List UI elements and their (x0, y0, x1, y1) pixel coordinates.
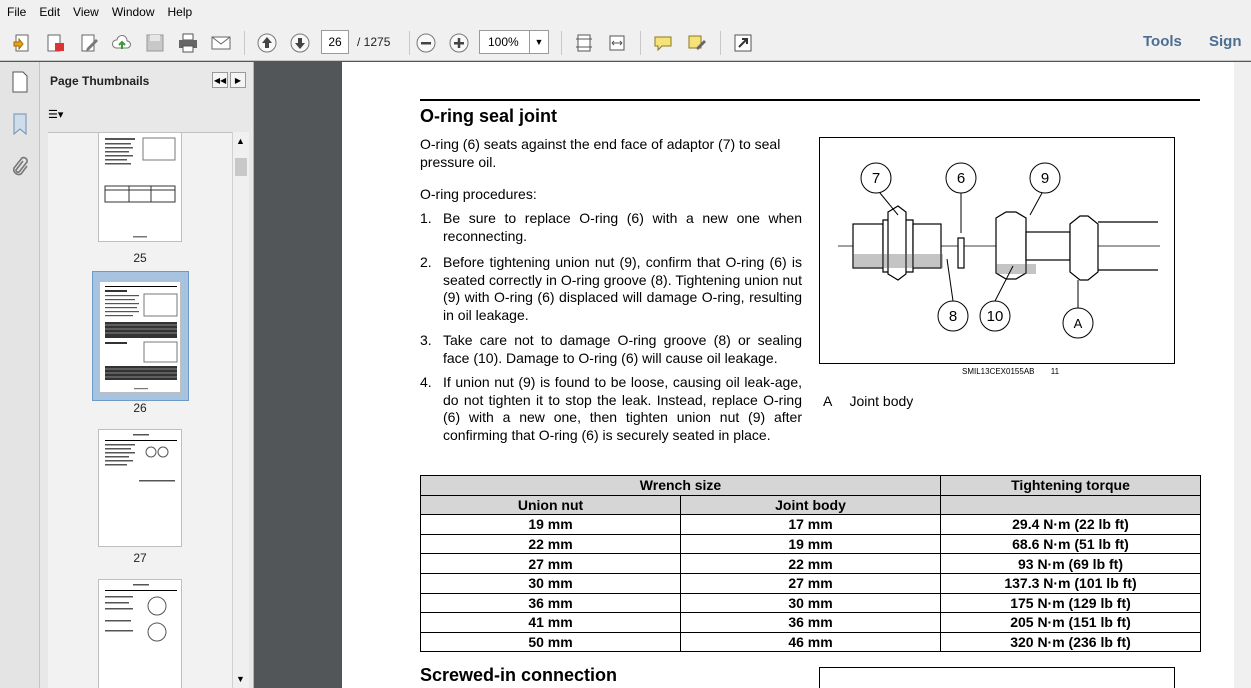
torque-header: Tightening torque (941, 476, 1201, 496)
wrench-size-header: Wrench size (421, 476, 941, 496)
thumbnail-page-26[interactable] (99, 281, 181, 393)
next-page-icon[interactable] (287, 30, 313, 56)
table-row (421, 593, 1201, 613)
callout-6: 6 (956, 170, 966, 187)
export-pdf-icon[interactable] (42, 30, 68, 56)
document-page (342, 62, 1251, 688)
scrollbar-thumb[interactable] (235, 158, 247, 176)
joint-body-cell: 36 mm (681, 613, 941, 633)
procedure-step (420, 210, 805, 246)
joint-body-cell: 17 mm (681, 515, 941, 535)
figure-caption (962, 367, 1059, 376)
next-section-heading: Screwed-in connection (420, 665, 618, 685)
thumbnail-scrollbar[interactable] (232, 132, 249, 688)
joint-body-cell: 19 mm (681, 534, 941, 554)
bookmarks-icon[interactable] (8, 112, 32, 136)
callout-a: A (1073, 316, 1083, 331)
legend-text: Joint body (849, 393, 914, 409)
intro-paragraph: O-ring (6) seats against the end face of adaptor (7) to seal pressure oil. (420, 136, 781, 170)
zoom-out-icon[interactable] (413, 30, 439, 56)
legend-key: A (823, 393, 832, 409)
torque-cell: 68.6 N·m (51 lb ft) (941, 534, 1201, 554)
union-nut-cell: 30 mm (421, 573, 681, 593)
table-row (421, 534, 1201, 554)
thumbnail-label: 25 (133, 251, 147, 265)
table-row (421, 573, 1201, 593)
step-text: Before tightening union nut (9), confirm that O-ring (6) is seated correctly in O-ring groove (8). Tightening union nut (9) with O-ring (6) displaced will damage O-ring, resulting in oil leakage. (443, 254, 802, 323)
save-icon[interactable] (142, 30, 168, 56)
table-row (421, 613, 1201, 633)
page-number-input[interactable]: 26 (321, 30, 349, 54)
torque-subheader (941, 495, 1201, 515)
menu-window[interactable]: Window (111, 5, 155, 19)
figure-number: 11 (1050, 367, 1060, 376)
sign-button[interactable]: Sign (1209, 33, 1242, 50)
page-total: / 1275 (357, 35, 391, 49)
toolbar (0, 25, 1251, 61)
page-thumbnails-icon[interactable] (8, 70, 32, 94)
step-number: 1. (420, 210, 432, 226)
callout-7: 7 (871, 170, 881, 187)
create-pdf-icon[interactable] (9, 30, 35, 56)
figure-legend (823, 393, 913, 409)
chevron-up-icon[interactable]: ▲ (236, 136, 245, 146)
torque-table (420, 475, 1201, 652)
union-nut-header: Union nut (421, 495, 681, 515)
step-text: If union nut (9) is found to be loose, causing oil leak-age, do not tighten it to stop the leak. Instead, replace O-ring (6) with a new one, then tighten union nut (9) after confirming that O-ring (6) is securely seated in place. (443, 374, 802, 443)
thumbnail-label: 27 (133, 551, 147, 565)
figure-code: SMIL13CEX0155AB (962, 367, 1035, 376)
procedure-step (420, 254, 805, 326)
torque-cell: 175 N·m (129 lb ft) (941, 593, 1201, 613)
menu-bar (0, 0, 1251, 25)
step-number: 4. (420, 374, 432, 390)
expand-panel-icon[interactable]: ▶ (230, 72, 246, 88)
thumbnails-panel (40, 62, 254, 688)
zoom-value: 100% (488, 35, 519, 49)
menu-edit[interactable]: Edit (39, 5, 61, 19)
thumbnail-page-25[interactable] (98, 132, 182, 242)
joint-body-cell: 30 mm (681, 593, 941, 613)
table-row (421, 632, 1201, 652)
fit-page-icon[interactable] (571, 30, 597, 56)
chevron-down-icon[interactable]: ▼ (529, 31, 548, 53)
torque-cell: 93 N·m (69 lb ft) (941, 554, 1201, 574)
tools-button[interactable]: Tools (1143, 33, 1182, 50)
step-number: 3. (420, 332, 432, 348)
document-scrollbar[interactable] (1234, 62, 1251, 688)
union-nut-cell: 50 mm (421, 632, 681, 652)
prev-page-icon[interactable] (254, 30, 280, 56)
menu-view[interactable]: View (73, 5, 99, 19)
torque-cell: 29.4 N·m (22 lb ft) (941, 515, 1201, 535)
union-nut-cell: 27 mm (421, 554, 681, 574)
section-heading: O-ring seal joint (420, 106, 558, 126)
print-icon[interactable] (175, 30, 201, 56)
joint-body-cell: 46 mm (681, 632, 941, 652)
procedures-heading: O-ring procedures: (420, 186, 537, 202)
upload-cloud-icon[interactable] (109, 30, 135, 56)
procedure-step (420, 374, 805, 462)
email-icon[interactable] (208, 30, 234, 56)
union-nut-cell: 19 mm (421, 515, 681, 535)
comment-icon[interactable] (650, 30, 676, 56)
panel-splitter[interactable] (254, 62, 342, 688)
expand-icon[interactable] (730, 30, 756, 56)
joint-body-header: Joint body (681, 495, 941, 515)
step-number: 2. (420, 254, 432, 270)
collapse-panel-icon[interactable]: ◀◀ (212, 72, 228, 88)
torque-cell: 320 N·m (236 lb ft) (941, 632, 1201, 652)
table-row (421, 515, 1201, 535)
torque-cell: 205 N·m (151 lb ft) (941, 613, 1201, 633)
panel-title: Page Thumbnails (50, 74, 150, 88)
step-text: Take care not to damage O-ring groove (8) or sealing face (10). Damage to O-ring (6) will cause oil leakage. (443, 332, 802, 366)
union-nut-cell: 22 mm (421, 534, 681, 554)
edit-pdf-icon[interactable] (76, 30, 102, 56)
thumbnail-list[interactable] (48, 132, 232, 688)
union-nut-cell: 41 mm (421, 613, 681, 633)
zoom-in-icon[interactable] (446, 30, 472, 56)
navigation-rail (0, 62, 40, 688)
header-rule (420, 99, 1200, 101)
step-text: Be sure to replace O-ring (6) with a new one when reconnecting. (443, 210, 802, 244)
panel-controls (212, 72, 246, 88)
callout-9: 9 (1040, 170, 1050, 187)
full-width-icon[interactable] (604, 30, 630, 56)
menu-help[interactable]: Help (167, 5, 193, 19)
attachments-icon[interactable] (8, 154, 32, 178)
union-nut-cell: 36 mm (421, 593, 681, 613)
oring-joint-figure (819, 137, 1175, 364)
thumbnail-label: 26 (133, 401, 147, 415)
procedure-step (420, 332, 805, 368)
joint-body-cell: 27 mm (681, 573, 941, 593)
menu-file[interactable]: File (7, 5, 27, 19)
thumbnail-page-28[interactable] (98, 579, 182, 688)
table-row (421, 554, 1201, 574)
next-figure-frame (819, 667, 1175, 688)
highlight-icon[interactable] (684, 30, 710, 56)
chevron-down-icon[interactable]: ▼ (236, 674, 245, 684)
zoom-select[interactable] (479, 30, 549, 54)
callout-8: 8 (948, 308, 958, 325)
thumbnail-options-icon[interactable]: ☰▾ (48, 109, 64, 121)
joint-body-cell: 22 mm (681, 554, 941, 574)
callout-10: 10 (986, 308, 1004, 325)
torque-cell: 137.3 N·m (101 lb ft) (941, 573, 1201, 593)
thumbnail-page-27[interactable] (98, 429, 182, 547)
